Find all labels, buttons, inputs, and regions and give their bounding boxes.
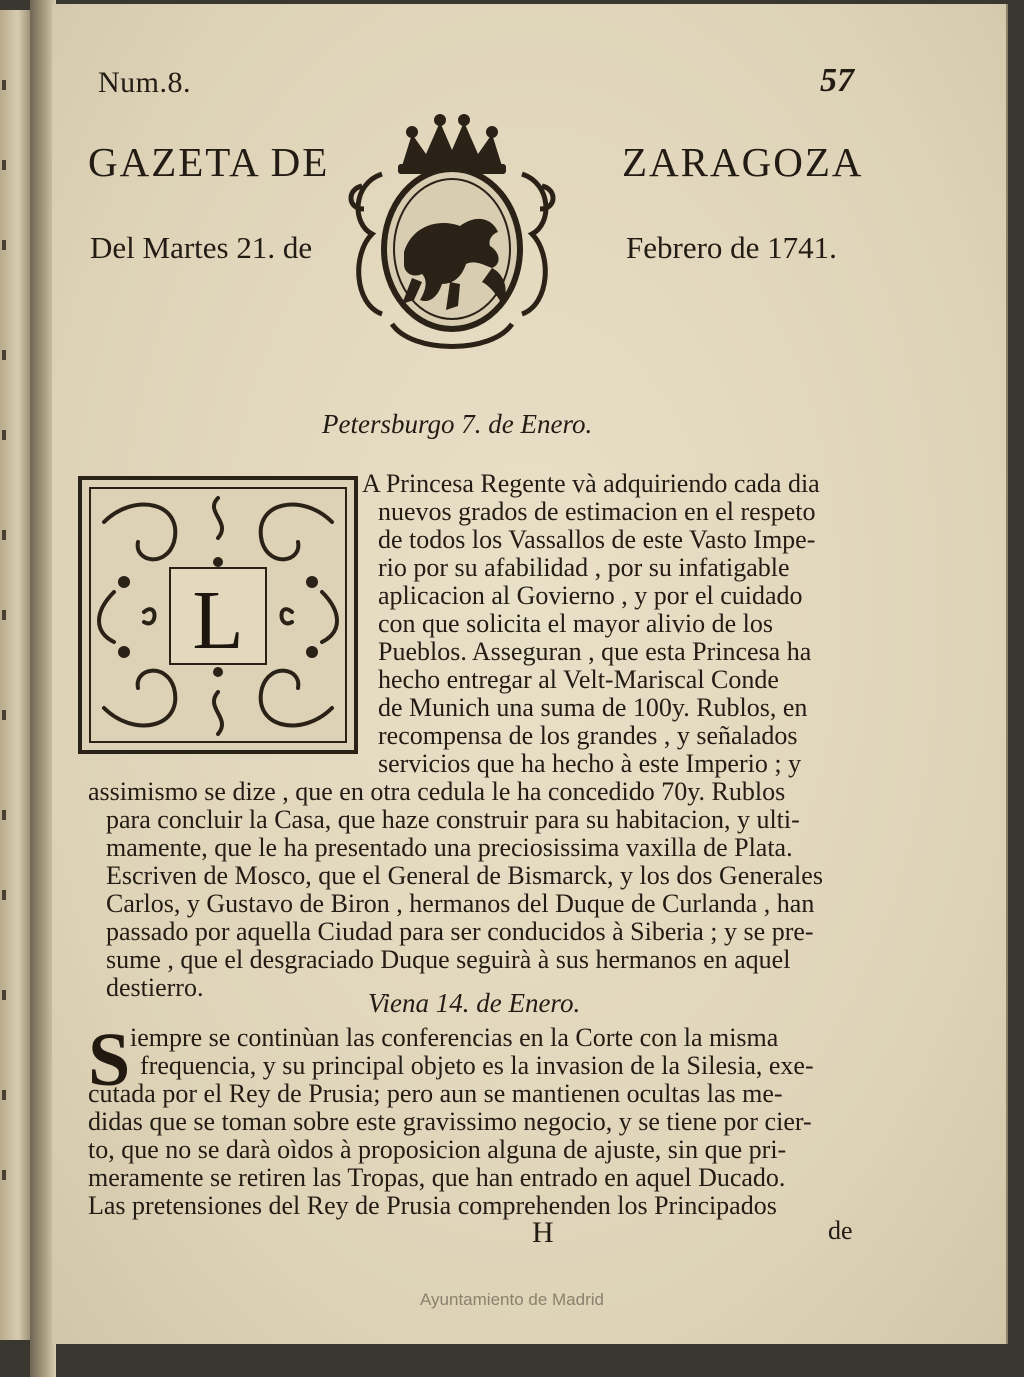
text-line: assimismo se dize , que en otra cedula le ha concedido 70y. Rublos	[88, 777, 786, 806]
watermark-credit: Ayuntamiento de Madrid	[420, 1290, 604, 1309]
text-line: Escriven de Mosco, que el General de Bismarck, y los dos Generales	[106, 861, 823, 890]
crowned-lion-crest-icon	[342, 114, 562, 364]
catchword: de	[828, 1216, 853, 1245]
text-line: aplicacion al Govierno , y por el cuidado	[378, 581, 803, 610]
text-line: Las pretensiones del Rey de Prusia comprehenden los Principados	[88, 1191, 777, 1220]
masthead-title-left: GAZETA DE	[88, 139, 330, 185]
signature-mark: H	[532, 1216, 554, 1249]
text-line: de todos los Vassallos de este Vasto Impe-	[378, 525, 816, 554]
text-line: A Princesa Regente và adquiriendo cada dia	[362, 469, 820, 498]
newspaper-page	[52, 4, 1008, 1344]
text-line: recompensa de los grandes , y señalados	[378, 721, 798, 750]
text-line: hecho entregar al Velt-Mariscal Conde	[378, 665, 779, 694]
text-line: passado por aquella Ciudad para ser conducidos à Siberia ; y se pre-	[106, 917, 814, 946]
text-line: Carlos, y Gustavo de Biron , hermanos del Duque de Curlanda , han	[106, 889, 815, 918]
issue-date-left: Del Martes 21. de	[90, 230, 313, 265]
text-line: para concluir la Casa, que haze construir para su habitacion, y ulti-	[106, 805, 800, 834]
masthead-title-right: ZARAGOZA	[622, 139, 864, 185]
text-line: cutada por el Rey de Prusia; pero aun se mantienen ocultas las me-	[88, 1079, 783, 1108]
article-dateline: Viena 14. de Enero.	[368, 988, 581, 1018]
issue-date-right: Febrero de 1741.	[626, 230, 837, 265]
decorated-initial-block	[74, 472, 362, 758]
adjacent-page-edge	[0, 10, 30, 1340]
text-line: nuevos grados de estimacion en el respeto	[378, 497, 816, 526]
text-line: destierro.	[106, 973, 204, 1002]
issue-number: Num.8.	[98, 66, 191, 99]
text-line: frequencia, y su principal objeto es la invasion de la Silesia, exe-	[140, 1051, 814, 1080]
text-line: rio por su afabilidad , por su infatigable	[378, 553, 790, 582]
page-number: 57	[820, 62, 854, 99]
text-line: mamente, que le ha presentado una preciosissima vaxilla de Plata.	[106, 833, 793, 862]
initial-letter-L: L	[192, 574, 244, 667]
text-line: meramente se retiren las Tropas, que han entrado en aquel Ducado.	[88, 1163, 786, 1192]
text-line: sume , que el desgraciado Duque seguirà à sus hermanos en aquel	[106, 945, 791, 974]
text-line: servicios que ha hecho à este Imperio ; y	[378, 749, 802, 778]
text-line: iempre se continùan las conferencias en la Corte con la misma	[130, 1023, 779, 1052]
text-line: Pueblos. Asseguran , que esta Princesa ha	[378, 637, 812, 666]
text-line: de Munich una suma de 100y. Rublos, en	[378, 693, 808, 722]
article-dateline: Petersburgo 7. de Enero.	[322, 409, 593, 439]
text-line: to, que no se darà oìdos à proposicion alguna de ajuste, sin que pri-	[88, 1135, 787, 1164]
initial-letter-S: S	[88, 1018, 131, 1102]
text-line: didas que se toman sobre este gravissimo negocio, y se tiene por cier-	[88, 1107, 812, 1136]
text-line: con que solicita el mayor alivio de los	[378, 609, 773, 638]
